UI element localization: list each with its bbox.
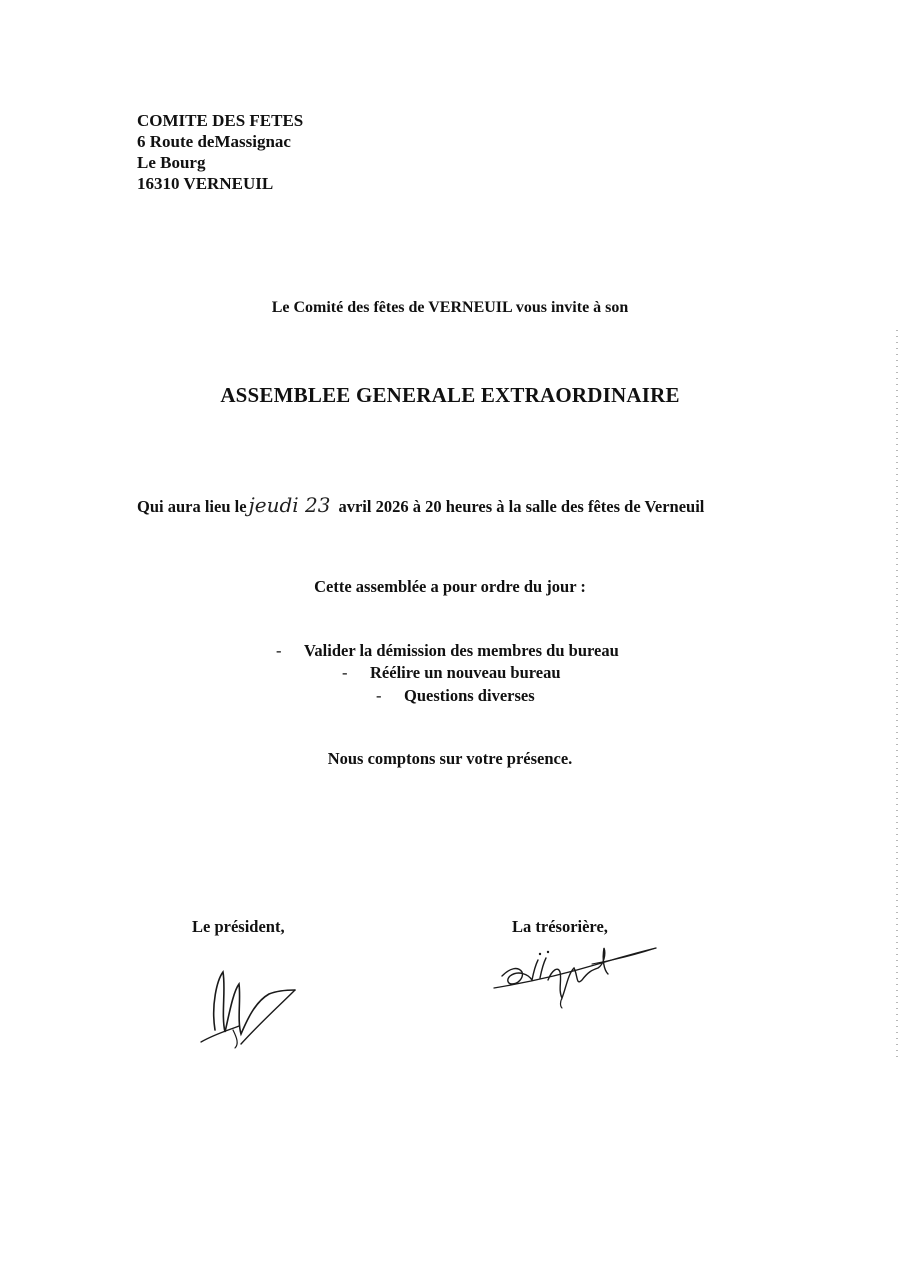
date-prefix: Qui aura lieu le	[137, 497, 247, 516]
sender-street: 6 Route deMassignac	[137, 132, 291, 151]
agenda-item	[276, 641, 619, 661]
sender-city: 16310 VERNEUIL	[137, 174, 274, 193]
document-title: ASSEMBLEE GENERALE EXTRAORDINAIRE	[220, 383, 680, 407]
president-signature	[195, 960, 305, 1055]
president-label: Le président,	[192, 917, 285, 936]
scan-edge-artifact	[896, 330, 898, 1060]
agenda-intro: Cette assemblée a pour ordre du jour :	[314, 577, 586, 596]
agenda-bullet: -	[276, 641, 282, 660]
sender-name: COMITE DES FETES	[137, 111, 304, 130]
invitation-intro: Le Comité des fêtes de VERNEUIL vous invite à son	[271, 299, 629, 316]
agenda-item	[376, 686, 535, 706]
sender-address	[137, 110, 303, 194]
treasurer-signature	[488, 940, 663, 1010]
sender-locality: Le Bourg	[137, 153, 206, 172]
meeting-date-line	[137, 493, 704, 517]
agenda-bullet: -	[342, 663, 348, 682]
treasurer-label: La trésorière,	[512, 917, 608, 936]
agenda-item	[342, 663, 561, 683]
agenda-item-text: Valider la démission des membres du bureau	[304, 641, 619, 660]
agenda-item-text: Questions diverses	[404, 686, 535, 705]
date-suffix: avril 2026 à 20 heures à la salle des fêtes de Verneuil	[338, 497, 705, 516]
handwritten-date: jeudi 23	[248, 493, 331, 517]
agenda-bullet: -	[376, 686, 382, 705]
closing-line: Nous comptons sur votre présence.	[327, 749, 573, 768]
agenda-item-text: Réélire un nouveau bureau	[370, 663, 561, 682]
